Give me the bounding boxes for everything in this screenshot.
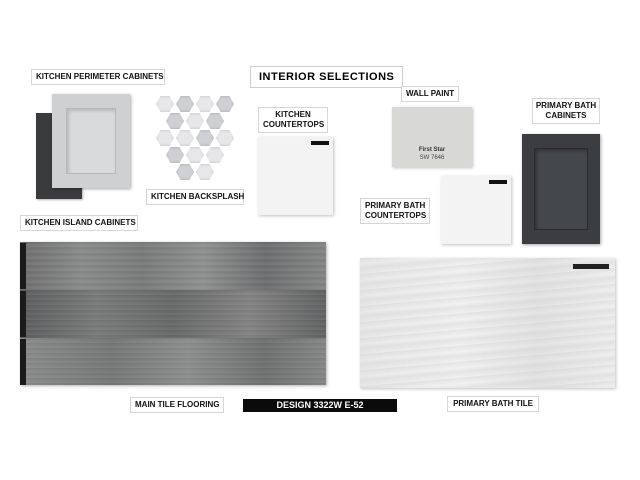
tile-clip (20, 243, 26, 289)
sample-tag (489, 180, 507, 184)
page-title: INTERIOR SELECTIONS (250, 66, 403, 88)
wood-plank (20, 338, 326, 385)
main-tile-flooring-sample (20, 242, 326, 385)
paint-code: SW 7646 (419, 155, 445, 161)
primary-bath-countertops-label-line1: PRIMARY BATH (365, 201, 426, 210)
kitchen-countertops-label-line2: COUNTERTOPS (263, 120, 325, 129)
primary-bath-cabinets-label-line2: CABINETS (545, 111, 587, 120)
selection-board (0, 50, 640, 420)
design-number-banner: DESIGN 3322W E-52 (243, 399, 397, 412)
primary-bath-tile-label: PRIMARY BATH TILE (447, 396, 539, 412)
main-tile-flooring-label: MAIN TILE FLOORING (130, 397, 224, 413)
kitchen-backsplash-label: KITCHEN BACKSPLASH (146, 189, 244, 205)
primary-bath-cabinet-door-sample (522, 134, 600, 244)
primary-bath-countertop-sample (441, 176, 511, 244)
kitchen-backsplash-sample (156, 96, 238, 180)
tile-clip (20, 339, 26, 385)
wood-plank (20, 290, 326, 339)
sample-tag (573, 264, 609, 269)
wall-paint-label: WALL PAINT (401, 86, 459, 102)
primary-bath-countertops-label (360, 198, 430, 224)
cabinet-door-panel (66, 108, 116, 174)
sample-tag (311, 141, 329, 145)
kitchen-perimeter-label: KITCHEN PERIMETER CABINETS (31, 69, 165, 85)
kitchen-countertops-label (258, 107, 328, 133)
kitchen-countertops-label-line1: KITCHEN (275, 110, 311, 119)
paint-name: First Star (418, 147, 446, 153)
kitchen-perimeter-cabinet-door-sample (52, 94, 130, 188)
tile-clip (20, 291, 26, 337)
kitchen-island-label: KITCHEN ISLAND CABINETS (20, 215, 138, 231)
primary-bath-cabinets-label (532, 98, 600, 124)
primary-bath-countertops-label-line2: COUNTERTOPS (365, 211, 427, 220)
kitchen-countertop-sample (258, 137, 333, 215)
wall-paint-swatch (392, 107, 472, 167)
primary-bath-tile-sample (360, 258, 615, 388)
cabinet-door-panel (534, 148, 588, 230)
wood-plank (20, 242, 326, 291)
primary-bath-cabinets-label-line1: PRIMARY BATH (535, 101, 597, 110)
